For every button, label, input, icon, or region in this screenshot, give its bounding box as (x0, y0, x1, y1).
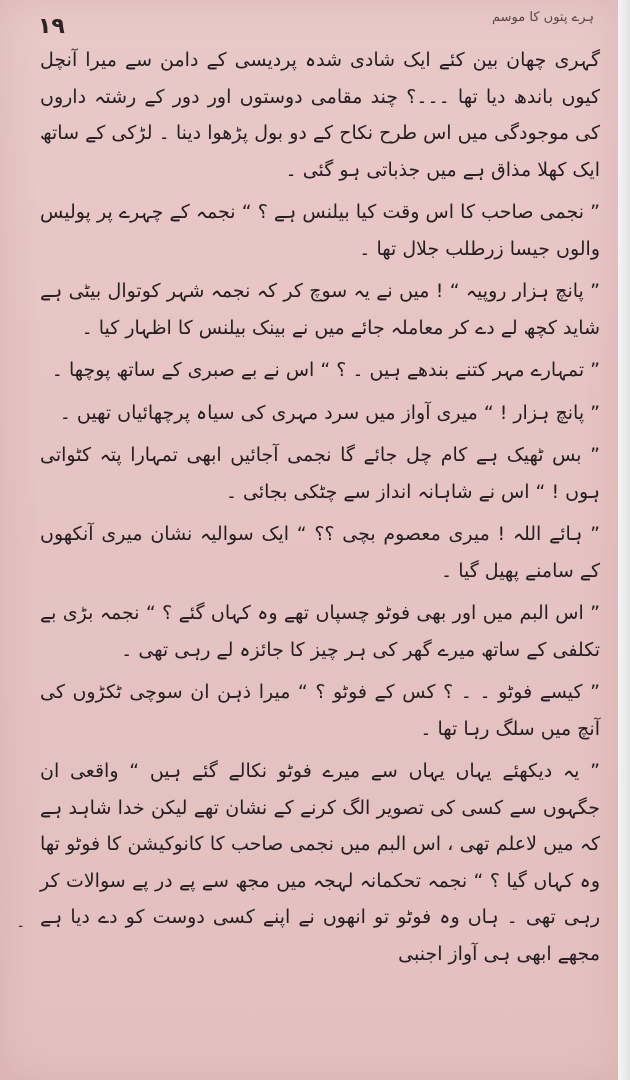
paragraph: ” پانچ ہزار روپیہ “ ! میں نے یہ سوچ کر کہ نجمہ شہر کوتوال بیٹی ہے شاید کچھ لے دے کر معاملہ جائے میں نے بینک بیلنس کا اظہار کیا ۔ (40, 280, 600, 339)
paragraph: ” یہ دیکھئے یہاں یہاں سے میرے فوٹو نکالے گئے ہیں “ واقعی ان جگہوں سے کسی کی تصویر الگ کرنے کے نشان تھے لیکن خدا شاہد ہے کہ میں لاعلم تھی ، اس البم میں نجمی صاحب کا کانوکیشن کا فوٹو تھا وہ کہاں گیا ؟ “ نجمہ تحکمانہ لہجہ میں مجھ سے پے در پے سوالات کر رہی تھی ۔ ہاں وہ فوٹو تو انھوں نے اپنے کسی دوست کو دے دیا ہے مجھے ابھی ہی آواز اجنبی (40, 760, 600, 965)
paragraph: ” ہائے اللہ ! میری معصوم بچی ؟؟ “ ایک سوالیہ نشان میری آنکھوں کے سامنے پھیل گیا ۔ (40, 523, 600, 582)
running-head: ہرے پتوں کا موسم (492, 10, 594, 25)
paragraph: ” تمہارے مہر کتنے بندھے ہیں ۔ ؟ “ اس نے بے صبری کے ساتھ پوچھا ۔ (51, 359, 600, 381)
page-edge (618, 0, 630, 1080)
body-text (40, 42, 600, 978)
paragraph: ” بس ٹھیک ہے کام چل جائے گا نجمی آجائیں ابھی تمہارا پتہ کٹواتی ہوں ! “ اس نے شاہانہ انداز سے چٹکی بجائی ۔ (40, 444, 600, 503)
paragraph: ” پانچ ہزار ! “ میری آواز میں سرد مہری کی سیاہ پرچھائیاں تھیں ۔ (59, 401, 600, 424)
margin-mark: ۔ (16, 912, 26, 931)
paragraph: گہری چھان بین کئے ایک شادی شدہ پردیسی کے دامن سے میرا آنچل کیوں باندھ دیا تھا ۔۔۔؟ چند مقامی دوستوں اور دور کے رشتہ داروں کی موجودگی میں اس طرح نکاح کے دو بول پڑھوا دینا ۔ لڑکی کے ساتھ ایک کھلا مذاق ہے میں جذباتی ہو گئی ۔ (40, 49, 600, 181)
paragraph: ” اس البم میں اور بھی فوٹو چسپاں تھے وہ کہاں گئے ؟ “ نجمہ بڑی بے تکلفی کے ساتھ میرے گھر کی ہر چیز کا جائزہ لے رہی تھی ۔ (40, 602, 600, 661)
paragraph: ” نجمی صاحب کا اس وقت کیا بیلنس ہے ؟ “ نجمہ کے چہرے پر پولیس والوں جیسا زرطلب جلال تھا ۔ (40, 201, 600, 260)
page-number: ١٩ (38, 14, 65, 39)
paragraph: ” کیسے فوٹو ۔ ۔ ؟ کس کے فوٹو ؟ “ میرا ذہن ان سوچی ٹکڑوں کی آنچ میں سلگ رہا تھا ۔ (40, 681, 600, 740)
